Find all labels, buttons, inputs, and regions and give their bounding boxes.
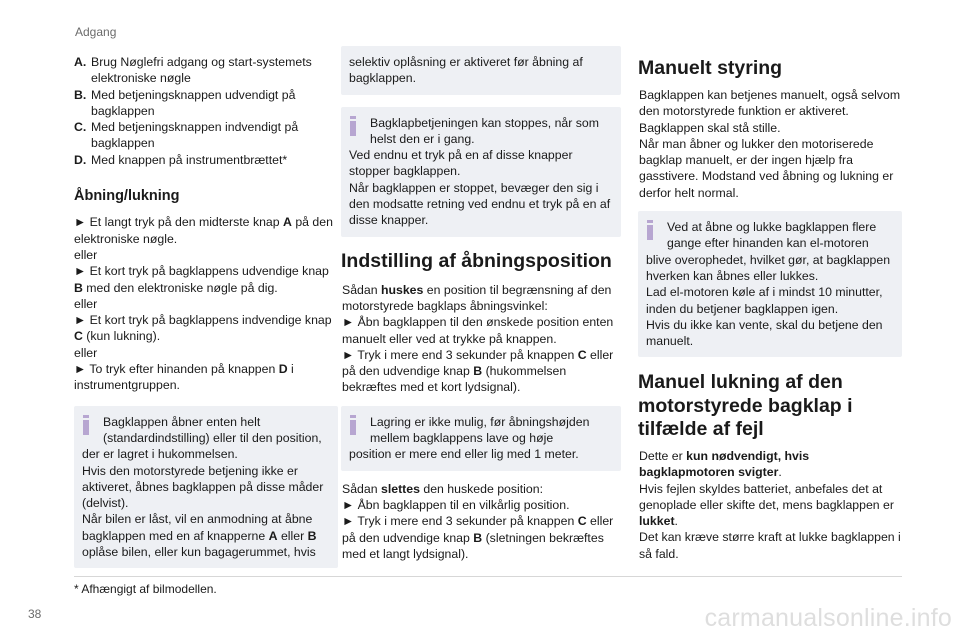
info-note: Bagklappen åbner enten helt (standardindstilling) eller til den position, der er lagret i hukommelsen. Hvis den motorstyrede betjening ikke er aktiveret, åbnes bagklappen på disse måder (delvist). Når bilen er låst, vil en anmodning at åbne bagklappen med en af knapperne A eller B oplåse bilen, eller kun bagagerummet, hvis [74, 406, 338, 569]
list-item [74, 152, 338, 168]
info-icon [350, 116, 357, 136]
paragraph: ► Et langt tryk på den midterste knap A på den elektroniske nøgle. [74, 215, 333, 246]
list-item [74, 87, 338, 120]
list-letter: A. [74, 55, 87, 69]
info-note: Ved at åbne og lukke bagklappen flere gange efter hinanden kan el-motoren blive overophedet, hvilket gør, at bagklappen hverken kan åbnes eller lukkes. Lad el-motoren køle af i mindst 10 minutter, inden du betjener bagklappen igen. Hvis du ikke kan vente, skal du betjene den manuelt. [638, 211, 902, 357]
section-heading: Indstilling af åbningsposition [341, 249, 612, 272]
paragraph: ► Tryk i mere end 3 sekunder på knappen C eller på den udvendige knap B (hukommelsen bekræftes med et kort lydsignal). [342, 347, 614, 395]
list-item [74, 54, 338, 87]
paragraph: Hvis fejlen skyldes batteriet, anbefales det at genoplade eller skifte det, mens bagklappen er lukket. [639, 481, 894, 529]
footnote-divider [74, 576, 902, 577]
paragraph: Dette er kun nødvendigt, hvis bagklapmotoren svigter. [639, 448, 810, 480]
paragraph: ► Åbn bagklappen til den ønskede position enten manuelt eller ved at trykke på knappen. [342, 315, 614, 346]
info-icon [647, 220, 654, 240]
column-3 [638, 54, 902, 562]
info-icon [83, 415, 90, 435]
section-heading: Åbning/lukning [74, 188, 180, 205]
paragraph: Når man åbner og lukker den motoriserede bagklap manuelt, er der ingen hjælp fra gasstivere. Modstand ved åbning og lukning er derfor helt normal. [639, 136, 894, 200]
list-text: Med betjeningsknappen indvendigt på bagklappen [91, 120, 299, 151]
info-note: Bagklapbetjeningen kan stoppes, når som helst den er i gang. Ved endnu et tryk på en af disse knapper stopper bagklappen. Når bagklappen er stoppet, bevæger den sig i den modsatte retning ved endnu et tryk på en af disse knapper. [341, 107, 621, 237]
paragraph: Sådan slettes den huskede position: [342, 481, 544, 496]
list-text: Med knappen på instrumentbrættet* [91, 152, 288, 167]
list-text: Brug Nøglefri adgang og start-systemets elektroniske nøgle [91, 55, 312, 86]
paragraph: eller [74, 296, 98, 311]
paragraph: ► To tryk efter hinanden på knappen D i instrumentgruppen. [74, 362, 294, 393]
list-text: Med betjeningsknappen udvendigt på bagklappen [91, 87, 296, 118]
list-letter: B. [74, 87, 87, 102]
info-note: Lagring er ikke mulig, før åbningshøjden mellem bagklappens lave og høje position er mere end eller lig med 1 meter. [341, 406, 621, 471]
paragraph: Bagklappen kan betjenes manuelt, også selvom den motorstyrede funktion er aktiveret. [639, 88, 901, 119]
paragraph: ► Tryk i mere end 3 sekunder på knappen C eller på den udvendige knap B (sletningen bekræftes med et langt lydsignal). [342, 514, 614, 561]
section-heading: Manuelt styring [638, 57, 783, 79]
section-heading: Manuel lukning af den motorstyrede bagklap i tilfælde af fejl [638, 371, 853, 441]
page-number: 38 [28, 607, 42, 621]
paragraph: ► Et kort tryk på bagklappens udvendige knap B med den elektroniske nøgle på dig. [74, 264, 329, 295]
paragraph: eller [74, 345, 98, 360]
column-2 [341, 54, 621, 562]
list-letter: D. [74, 152, 87, 167]
info-icon [350, 415, 357, 435]
list-item [74, 119, 338, 152]
paragraph: eller [74, 247, 98, 262]
paragraph: ► Åbn bagklappen til en vilkårlig position. [342, 497, 570, 512]
info-note-continued: selektiv oplåsning er aktiveret før åbning af bagklappen. [341, 46, 621, 95]
list-letter: C. [74, 120, 87, 135]
footnote: * Afhængigt af bilmodellen. [74, 582, 217, 596]
section-header: Adgang [75, 25, 117, 39]
column-1 [74, 54, 338, 568]
paragraph: ► Et kort tryk på bagklappens indvendige knap C (kun lukning). [74, 313, 332, 344]
paragraph: Sådan huskes en position til begrænsning af den motorstyrede bagklaps åbningsvinkel: [342, 282, 612, 313]
paragraph: Bagklappen skal stå stille. [639, 120, 781, 135]
watermark: carmanualsonline.info [704, 604, 952, 632]
paragraph: Det kan kræve større kraft at lukke bagklappen i så fald. [639, 530, 901, 561]
